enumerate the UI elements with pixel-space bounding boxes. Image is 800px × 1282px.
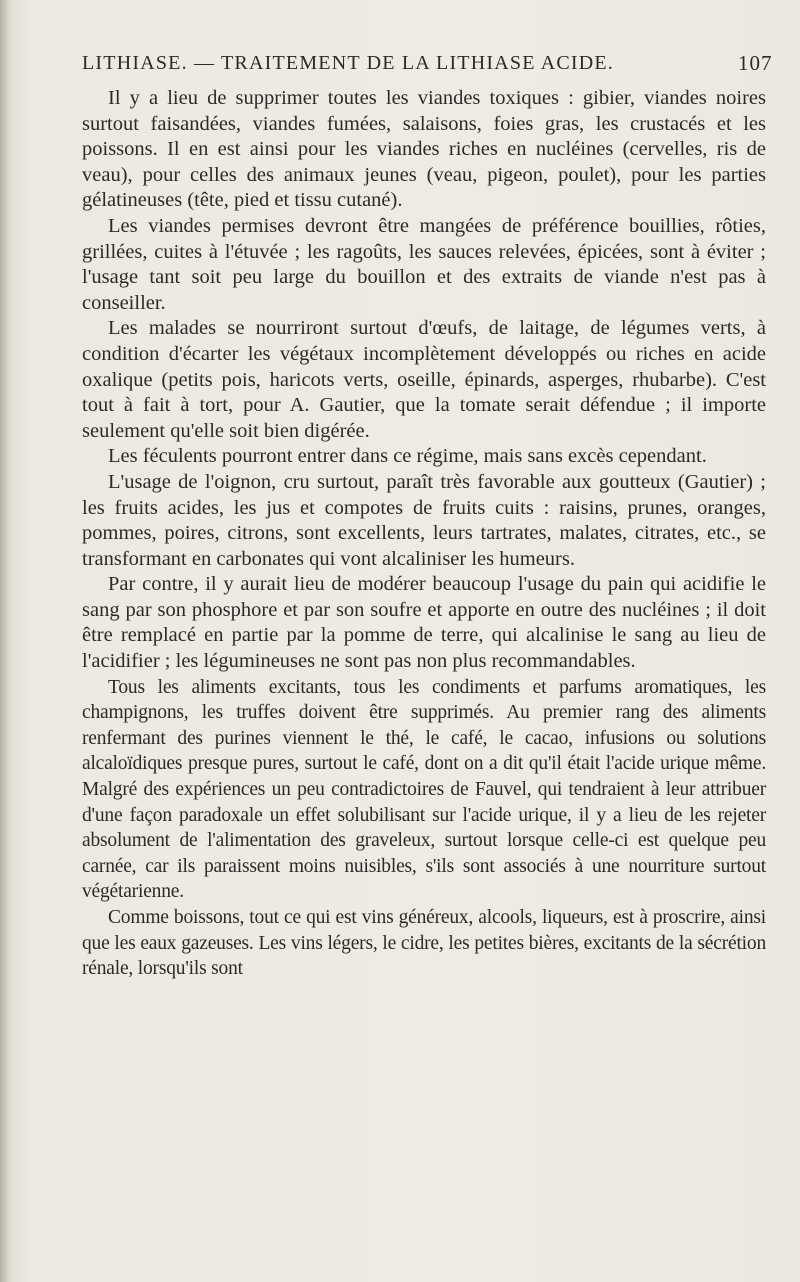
paragraph: Les féculents pourront entrer dans ce régime, mais sans excès cependant.	[108, 445, 707, 468]
body-text	[82, 86, 766, 982]
paragraph: Il y a lieu de supprimer toutes les viandes toxiques : gibier, viandes noires surtout faisandées, viandes fumées, salaisons, foies gras, les crustacés et les poissons. Il en est ainsi pour les viandes riches en nucléines (cervelles, ris de veau), pour celles des animaux jeunes (veau, pigeon, poulet), pour les parties gélatineuses (tête, pied et tissu cutané).	[82, 87, 766, 212]
paragraph: Les viandes permises devront être mangées de préférence bouillies, rôties, grillées, cuites à l'étuvée ; les ragoûts, les sauces relevées, épicées, sont à éviter ; l'usage tant soit peu large du bouillon et des extraits de viande n'est pas à conseiller.	[82, 214, 766, 314]
paragraph: L'usage de l'oignon, cru surtout, paraît très favorable aux goutteux (Gautier) ; les fruits acides, les jus et compotes de fruits cuits : raisins, prunes, oranges, pommes, poires, citrons, sont excellents, leurs tartrates, malates, citrates, etc., se transformant en carbonates qui vont alcaliniser les humeurs.	[82, 470, 766, 570]
paragraph: Les malades se nourriront surtout d'œufs, de laitage, de légumes verts, à condition d'écarter les végétaux incomplètement développés ou riches en acide oxalique (petits pois, haricots verts, oseille, épinards, asperges, rhubarbe). C'est tout à fait à tort, pour A. Gautier, que la tomate serait défendue ; il importe seulement qu'elle soit bien digérée.	[82, 317, 766, 442]
binding-shadow	[0, 0, 12, 1282]
paragraph: Tous les aliments excitants, tous les condiments et parfums aromatiques, les champignons, les truffes doivent être supprimés. Au premier rang des aliments renfermant des purines viennent le thé, le café, le cacao, infusions ou solutions alcaloïdiques presque pures, surtout le café, dont on a dit qu'il était l'acide urique même. Malgré des expériences un peu contradictoires de Fauvel, qui tendraient à leur attribuer d'une façon paradoxale un effet solubilisant sur l'acide urique, il y a lieu de les rejeter absolument de l'alimentation des graveleux, surtout lorsque celle-ci est quelque peu carnée, car ils paraissent moins nuisibles, s'ils sont associés à une nourriture surtout végétarienne.	[82, 676, 766, 903]
running-head: LITHIASE. — TRAITEMENT DE LA LITHIASE ACIDE.	[82, 52, 615, 74]
page-header	[0, 0, 800, 80]
paragraph: Par contre, il y aurait lieu de modérer beaucoup l'usage du pain qui acidifie le sang par son phosphore et par son soufre et apporte en outre des nucléines ; il doit être remplacé en partie par la pomme de terre, qui alcalinise le sang au lieu de l'acidifier ; les légumineuses ne sont pas non plus recommandables.	[82, 573, 766, 673]
page-number: 107	[738, 51, 773, 75]
paragraph: Comme boissons, tout ce qui est vins généreux, alcools, liqueurs, est à proscrire, ainsi que les eaux gazeuses. Les vins légers, le cidre, les petites bières, excitants de la sécrétion rénale, lorsqu'ils sont	[82, 907, 766, 980]
